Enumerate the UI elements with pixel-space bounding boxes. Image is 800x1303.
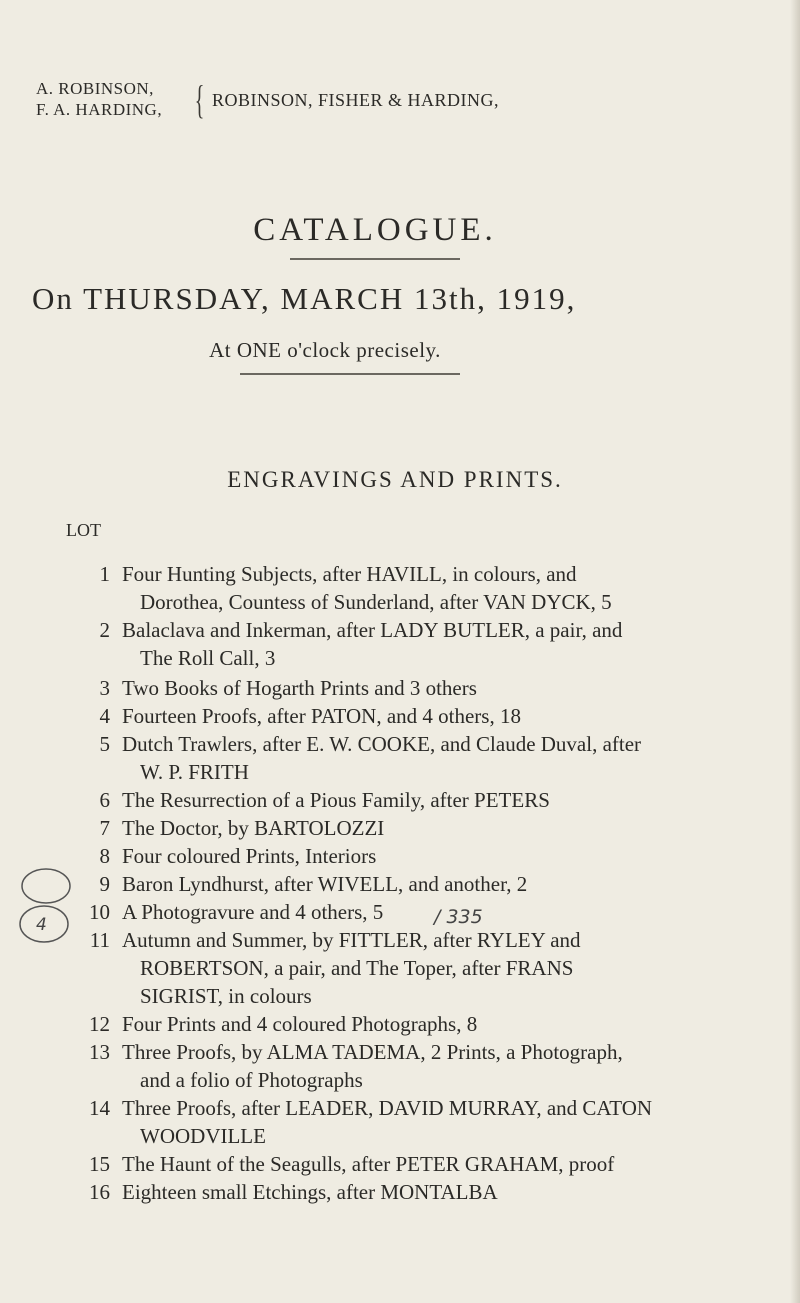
lot-description-continued: ROBERTSON, a pair, and The Toper, after FRANS <box>140 956 574 980</box>
lot-column-header: LOT <box>66 520 101 540</box>
lot-number: 5 <box>99 732 110 756</box>
section-heading: ENGRAVINGS AND PRINTS. <box>227 467 563 492</box>
lot-description: Fourteen Proofs, after PATON, and 4 others, 18 <box>122 704 521 728</box>
page-edge-shadow <box>790 0 800 1303</box>
lot-entry <box>60 842 780 870</box>
catalogue-title: CATALOGUE. <box>253 212 497 248</box>
lot-number: 6 <box>99 788 110 812</box>
lot-description-continued: The Roll Call, 3 <box>140 646 276 670</box>
lot-entry <box>60 1038 780 1094</box>
margin-mark-text: 4 <box>36 915 47 935</box>
lot-description: Baron Lyndhurst, after WIVELL, and another, 2 <box>122 872 528 896</box>
lot-description: Four Prints and 4 coloured Photographs, 8 <box>122 1012 478 1036</box>
lot-description-continued: Dorothea, Countess of Sunderland, after VAN DYCK, 5 <box>140 590 612 614</box>
lot-entry <box>60 1178 780 1206</box>
handwritten-circle-mark <box>16 866 76 956</box>
lot-entry <box>60 674 780 702</box>
brace-glyph: { <box>194 77 205 122</box>
lot-description-continued: WOODVILLE <box>140 1124 266 1148</box>
lot-description-continued: W. P. FRITH <box>140 760 249 784</box>
lot-entry <box>60 1010 780 1038</box>
lot-entry <box>60 870 780 898</box>
lot-number: 3 <box>99 676 110 700</box>
title-rule <box>290 258 460 260</box>
lot-description: Four Hunting Subjects, after HAVILL, in colours, and <box>122 562 577 586</box>
partner-name-1: A. ROBINSON, <box>36 79 154 98</box>
lot-entry <box>60 786 780 814</box>
lot-number: 11 <box>89 928 110 952</box>
lot-entry <box>60 560 780 616</box>
sale-date: On THURSDAY, MARCH 13th, 1919, <box>32 281 577 316</box>
lot-description: Autumn and Summer, by FITTLER, after RYLEY and <box>122 928 581 952</box>
lot-number: 16 <box>89 1180 110 1204</box>
lot-description: Four coloured Prints, Interiors <box>122 844 377 868</box>
time-rule <box>240 373 460 375</box>
lot-entry <box>60 702 780 730</box>
lot-description: Three Proofs, by ALMA TADEMA, 2 Prints, a Photograph, <box>122 1040 623 1064</box>
lot-entry <box>60 898 780 926</box>
firm-name: ROBINSON, FISHER & HARDING, <box>212 90 500 110</box>
lot-number: 1 <box>99 562 110 586</box>
lot-description: Dutch Trawlers, after E. W. COOKE, and Claude Duval, after <box>122 732 642 756</box>
lot-entry <box>60 730 780 786</box>
lot-description: Balaclava and Inkerman, after LADY BUTLER, a pair, and <box>122 618 623 642</box>
lot-number: 2 <box>99 618 110 642</box>
lot-description: The Haunt of the Seagulls, after PETER GRAHAM, proof <box>122 1152 615 1176</box>
lot-number: 15 <box>89 1152 110 1176</box>
lot-number: 13 <box>89 1040 110 1064</box>
partner-name-2: F. A. HARDING, <box>36 100 163 119</box>
lot-number: 4 <box>99 704 110 728</box>
lot-description-continued: and a folio of Photographs <box>140 1068 363 1092</box>
lot-description: Two Books of Hogarth Prints and 3 others <box>122 676 477 700</box>
handwritten-price-note: / 335 <box>434 906 483 928</box>
lot-number: 8 <box>99 844 110 868</box>
lot-description: The Doctor, by BARTOLOZZI <box>122 816 385 840</box>
lot-description: The Resurrection of a Pious Family, after PETERS <box>122 788 550 812</box>
lot-entry <box>60 814 780 842</box>
lot-entry <box>60 926 780 1010</box>
lot-number: 14 <box>89 1096 110 1120</box>
lot-description: Eighteen small Etchings, after MONTALBA <box>122 1180 498 1204</box>
sale-time: At ONE o'clock precisely. <box>209 338 441 362</box>
lot-entry <box>60 616 780 672</box>
lot-description: Three Proofs, after LEADER, DAVID MURRAY, and CATON <box>122 1096 653 1120</box>
lot-number: 9 <box>99 872 110 896</box>
lot-entry <box>60 1094 780 1150</box>
lot-number: 7 <box>99 816 110 840</box>
lot-number: 12 <box>89 1012 110 1036</box>
lot-number: 10 <box>89 900 110 924</box>
lot-description-continued: SIGRIST, in colours <box>140 984 312 1008</box>
lot-entry <box>60 1150 780 1178</box>
partner-names <box>36 78 162 120</box>
lot-description: A Photogravure and 4 others, 5 <box>122 900 384 924</box>
